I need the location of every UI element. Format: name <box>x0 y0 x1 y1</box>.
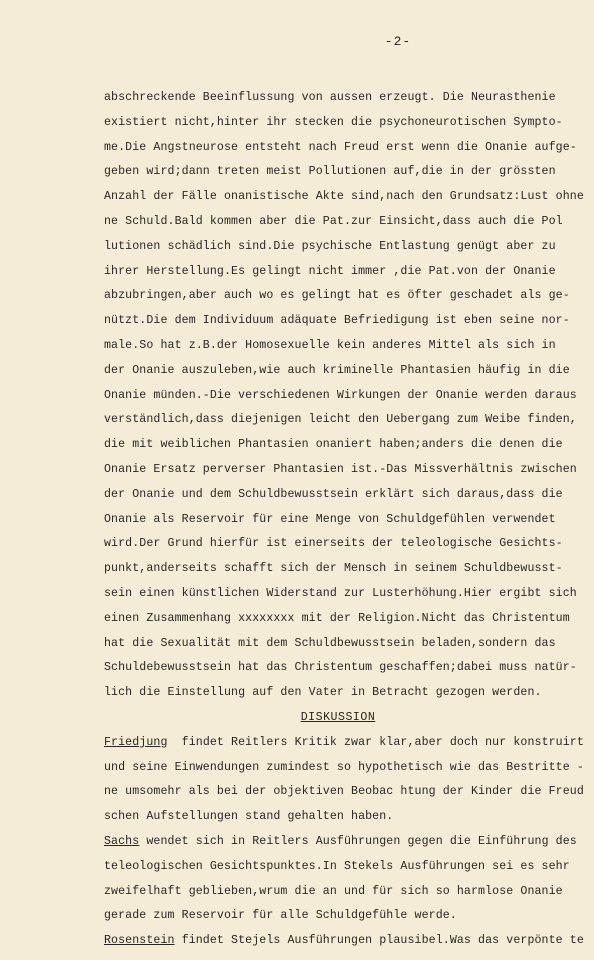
text-line: Anzahl der Fälle onanistische Akte sind,nach den Grundsatz:Lust ohne <box>104 190 584 204</box>
text-line: die mit weiblichen Phantasien onaniert haben;anders die denen die <box>104 438 563 452</box>
text-line: ne Schuld.Bald kommen aber die Pat.zur Einsicht,dass auch die Pol <box>104 214 563 228</box>
discussion-line-text: zweifelhaft geblieben,wrum die an und für sich so harmlose Onanie <box>104 884 563 898</box>
text-line: sein einen künstlichen Widerstand zur Lusterhöhung.Hier ergibt sich <box>104 586 577 600</box>
discussion-line-text: teleologischen Gesichtspunktes.In Stekels Ausführungen sei es sehr <box>104 859 570 873</box>
discussion-text <box>104 731 582 954</box>
discussion-line <box>104 929 582 954</box>
text-line: Onanie als Reservoir für eine Menge von Schuldgefühlen verwendet <box>104 512 556 526</box>
discussion-line <box>104 780 582 805</box>
discussion-line <box>104 805 582 830</box>
discussion-line <box>104 904 582 929</box>
discussion-line <box>104 756 582 781</box>
text-line: Onanie Ersatz perverser Phantasien ist.-Das Missverhältnis zwischen <box>104 462 577 476</box>
discussion-line-text: schen Aufstellungen stand gehalten haben. <box>104 810 394 824</box>
text-line: nützt.Die dem Individuum adäquate Befriedigung ist eben seine nor- <box>104 314 570 328</box>
text-line: der Onanie auszuleben,wie auch kriminelle Phantasien häufig in die <box>104 363 570 377</box>
text-line: hat die Sexualität mit dem Schuldbewusstsein beladen,sondern das <box>104 636 556 650</box>
discussion-line <box>104 830 582 855</box>
discussion-heading: DISKUSSION <box>300 710 376 724</box>
text-line: Schuldebewusstsein hat das Christentum geschaffen;dabei muss natür- <box>104 661 577 675</box>
discussion-line-text: findet Reitlers Kritik zwar klar,aber doch nur konstruirt <box>167 735 584 749</box>
text-line: ihrer Herstellung.Es gelingt nicht immer ,die Pat.von der Onanie <box>104 264 556 278</box>
discussion-line <box>104 880 582 905</box>
speaker-name: Sachs <box>104 834 140 848</box>
speaker-name: Friedjung <box>104 735 168 749</box>
discussion-line <box>104 855 582 880</box>
text-line: punkt,anderseits schafft sich der Mensch in seinem Schuldbewusst- <box>104 562 563 576</box>
speaker-name: Rosenstein <box>104 934 175 948</box>
main-text <box>104 86 582 706</box>
text-line: verständlich,dass diejenigen leicht den Uebergang zum Weibe finden, <box>104 413 577 427</box>
text-line: me.Die Angstneurose entsteht nach Freud erst wenn die Onanie aufge- <box>104 140 577 154</box>
discussion-line-text: ne umsomehr als bei der objektiven Beobac htung der Kinder die Freud <box>104 785 584 799</box>
text-line: male.So hat z.B.der Homosexuelle kein anderes Mittel als sich in <box>104 338 556 352</box>
text-line: wird.Der Grund hierfür ist einerseits der teleologische Gesichts- <box>104 537 563 551</box>
discussion-line <box>104 731 582 756</box>
discussion-line-text: wendet sich in Reitlers Ausführungen gegen die Einführung des <box>139 834 577 848</box>
page-number: -2- <box>384 34 412 49</box>
discussion-line-text: gerade zum Reservoir für alle Schuldgefühle werde. <box>104 909 457 923</box>
discussion-line-text: und seine Einwendungen zumindest so hypothetisch wie das Bestritte - <box>104 760 584 774</box>
text-line: der Onanie und dem Schuldbewusstsein erklärt sich daraus,dass die <box>104 487 563 501</box>
text-line: einen Zusammenhang xxxxxxxx mit der Religion.Nicht das Christentum <box>104 611 570 625</box>
text-line: lutionen schädlich sind.Die psychische Entlastung genügt aber zu <box>104 239 556 253</box>
text-line: Onanie münden.-Die verschiedenen Wirkungen der Onanie werden daraus <box>104 388 577 402</box>
discussion-line-text: findet Stejels Ausführungen plausibel.Was das verpönte te <box>174 934 584 948</box>
text-line: lich die Einstellung auf den Vater in Betracht gezogen werden. <box>104 686 542 700</box>
text-line: abzubringen,aber auch wo es gelingt hat es öfter geschadet als ge- <box>104 289 570 303</box>
text-line: geben wird;dann treten meist Pollutionen auf,die in der grössten <box>104 165 556 179</box>
text-line: existiert nicht,hinter ihr stecken die psychoneurotischen Sympto- <box>104 115 563 129</box>
text-line: abschreckende Beeinflussung von aussen erzeugt. Die Neurasthenie <box>104 91 556 104</box>
